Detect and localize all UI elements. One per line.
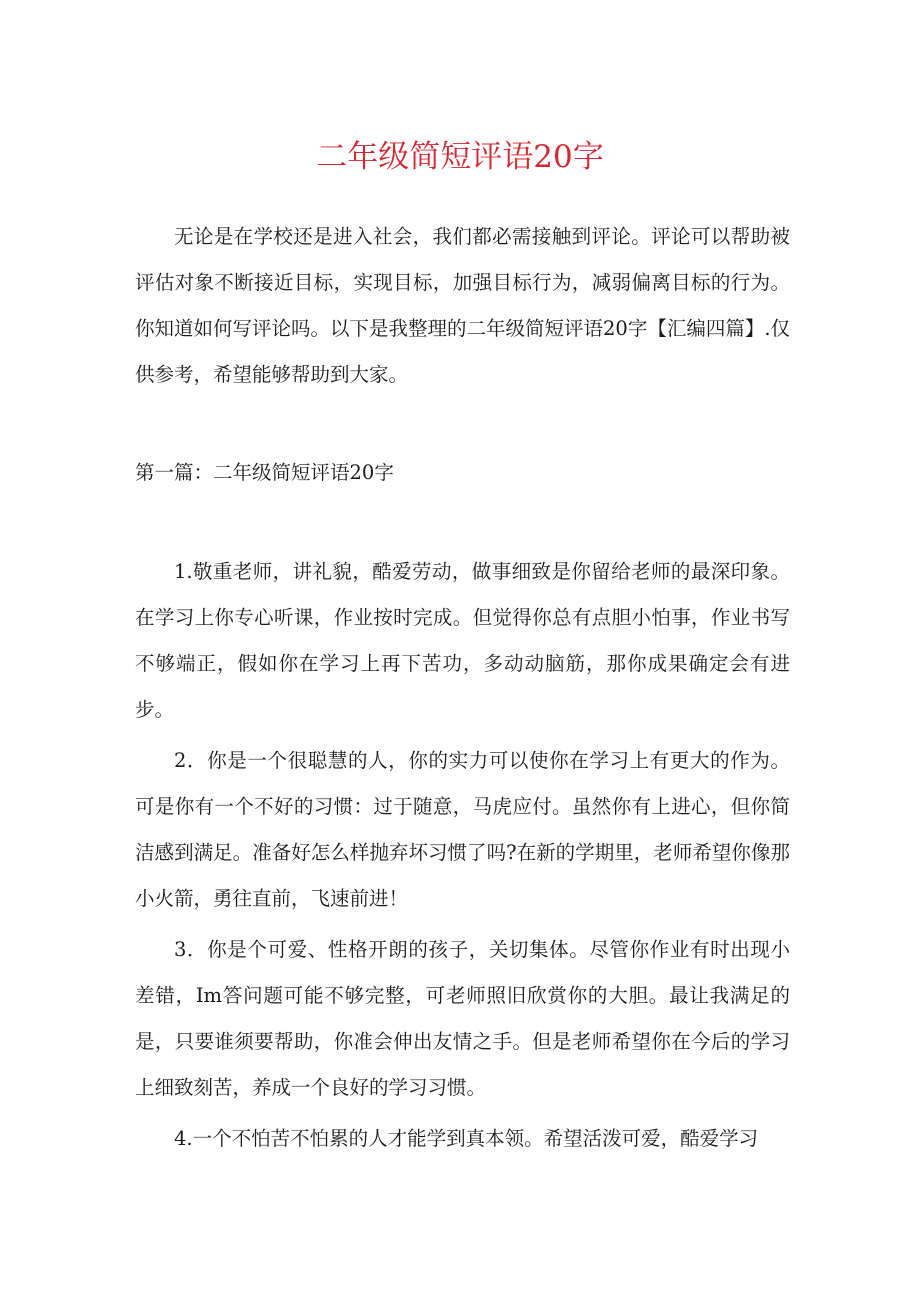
section-heading: 第一篇：二年级简短评语20字 — [135, 461, 394, 484]
comment-paragraph-2: 2．你是一个很聪慧的人，你的实力可以使你在学习上有更大的作为。可是你有一个不好的习惯：过于随意，马虎应付。虽然你有上进心，但你简洁感到满足。准备好怎么样抛弃坏习惯了吗?在新的学期里，老师希望你像那小火箭，勇往直前，飞速前进！ — [135, 749, 790, 910]
document-title: 二年级简短评语20字 — [316, 139, 604, 175]
comment-paragraph-3: 3．你是个可爱、性格开朗的孩子，关切集体。尽管你作业有时出现小差错，Im答问题可能不够完整，可老师照旧欣赏你的大胆。最让我满足的是，只要谁须要帮助，你准会伸出友情之手。但是老师希望你在今后的学习上细致刻苦，养成一个良好的学习习惯。 — [135, 938, 790, 1099]
intro-paragraph: 无论是在学校还是进入社会，我们都必需接触到评论。评论可以帮助被评估对象不断接近目标，实现目标，加强目标行为，减弱偏离目标的行为。你知道如何写评论吗。以下是我整理的二年级简短评语20字【汇编四篇】.仅供参考，希望能够帮助到大家。 — [135, 225, 791, 386]
comment-paragraph-4: 4.一个不怕苦不怕累的人才能学到真本领。希望活泼可爱，酷爱学习 — [174, 1127, 759, 1150]
comment-paragraph-1: 1.敬重老师，讲礼貌，酷爱劳动，做事细致是你留给老师的最深印象。在学习上你专心听课，作业按时完成。但觉得你总有点胆小怕事，作业书写不够端正，假如你在学习上再下苦功，多动动脑筋，那你成果确定会有进步。 — [135, 560, 790, 721]
